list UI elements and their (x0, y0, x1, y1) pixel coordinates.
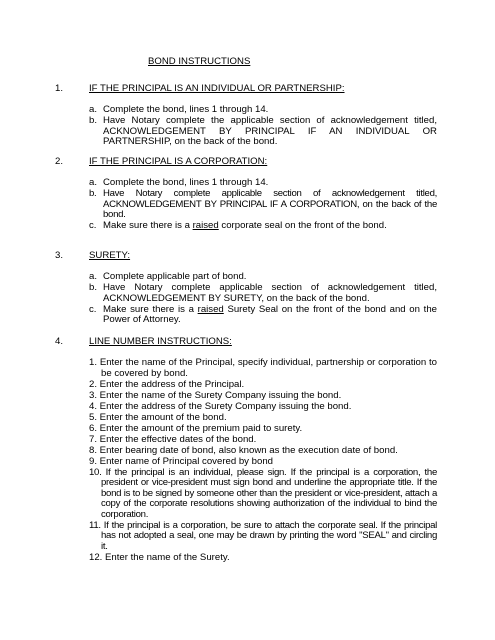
section-items (89, 272, 437, 326)
item-text: 12. Enter the name of the Surety. (89, 551, 230, 563)
list-item (89, 116, 437, 148)
section-items (89, 178, 437, 232)
section-items (89, 358, 437, 564)
list-item (89, 468, 437, 521)
item-text: 6. Enter the amount of the premium paid to surety. (89, 422, 303, 434)
item-label: a. (89, 271, 98, 282)
item-text: 7. Enter the effective dates of the bond. (89, 433, 257, 445)
list-item (89, 391, 437, 402)
section-number: 1. (55, 83, 64, 94)
list-item (89, 402, 437, 413)
item-text: Complete the bond, lines 1 through 14. (103, 177, 269, 188)
item-label: c. (89, 220, 97, 231)
list-item (89, 435, 437, 446)
list-item (89, 189, 437, 221)
list-item (89, 178, 437, 189)
item-text: 11. If the principal is a corporation, be sure to attach the corporate seal. If the principal has not adopted a seal, one may be drawn by printing the word "SEAL" and circling it. (89, 519, 437, 552)
item-label: c. (89, 303, 97, 315)
section-number: 2. (55, 156, 64, 167)
section-number: 4. (55, 336, 64, 347)
list-item (89, 105, 437, 116)
item-text: Have Notary complete applicable section of acknowledgement titled, ACKNOWLEDGEMENT BY PRINCIPAL IF A CORPORATION, on the back of the bond. (103, 188, 437, 220)
document-title: BOND INSTRUCTIONS (148, 56, 251, 67)
item-label: b. (89, 188, 97, 199)
list-item (89, 272, 437, 283)
section-items (89, 105, 437, 148)
item-text-emphasis: raised (192, 220, 219, 231)
item-label: b. (89, 282, 98, 293)
item-text-post: Surety Seal on the front of the bond and on the Power of Attorney. (103, 303, 437, 325)
list-item (89, 221, 437, 232)
section-heading: IF THE PRINCIPAL IS A CORPORATION: (89, 156, 268, 167)
list-item (89, 358, 437, 379)
list-item (89, 446, 437, 457)
item-label: b. (89, 115, 98, 126)
item-text: 4. Enter the address of the Surety Company issuing the bond. (89, 400, 352, 412)
section-heading: LINE NUMBER INSTRUCTIONS: (89, 336, 232, 347)
item-text: Complete the bond, lines 1 through 14. (103, 104, 269, 115)
item-text: 10. If the principal is an individual, please sign. If the principal is a corporation, the president or vice-president must sign bond and underline the appropriate title. If the bond is to be signed by someone other than the president or vice-president, attach a copy of the corporate resolutions showing authorization of the individual to bind the corporation. (89, 466, 437, 520)
item-text-post: corporate seal on the front of the bond. (218, 220, 387, 231)
item-text-emphasis: raised (197, 303, 224, 315)
item-text: 1. Enter the name of the Principal, specify individual, partnership or corporation to be covered by bond. (89, 357, 437, 379)
section-heading: SURETY: (89, 250, 131, 261)
item-label: a. (89, 177, 98, 188)
item-text: 5. Enter the amount of the bond. (89, 411, 227, 423)
section-number: 3. (55, 250, 64, 261)
list-item (89, 305, 437, 326)
item-text: 2. Enter the address of the Principal. (89, 378, 245, 390)
section-heading: IF THE PRINCIPAL IS AN INDIVIDUAL OR PARTNERSHIP: (89, 83, 345, 94)
list-item (89, 521, 437, 553)
list-item (89, 413, 437, 424)
item-text: Complete applicable part of bond. (103, 271, 247, 282)
item-label: a. (89, 104, 98, 115)
list-item (89, 283, 437, 304)
item-text: Have Notary complete applicable section of acknowledgement titled, ACKNOWLEDGEMENT BY SURETY, on the back of the bond. (103, 282, 437, 304)
list-item (89, 424, 437, 435)
item-text: 9. Enter name of Principal covered by bond (89, 455, 273, 467)
item-text-pre: Make sure there is a (103, 220, 193, 231)
item-text: 8. Enter bearing date of bond, also known as the execution date of bond. (89, 444, 398, 456)
list-item (89, 553, 437, 564)
item-text: Have Notary complete the applicable section of acknowledgement titled, ACKNOWLEDGEMENT BY PRINCIPAL IF AN INDIVIDUAL OR PARTNERSHIP, on the back of the bond. (103, 115, 437, 147)
list-item (89, 380, 437, 391)
list-item (89, 457, 437, 468)
item-text-pre: Make sure there is a (103, 303, 198, 315)
item-text: 3. Enter the name of the Surety Company issuing the bond. (89, 389, 342, 401)
